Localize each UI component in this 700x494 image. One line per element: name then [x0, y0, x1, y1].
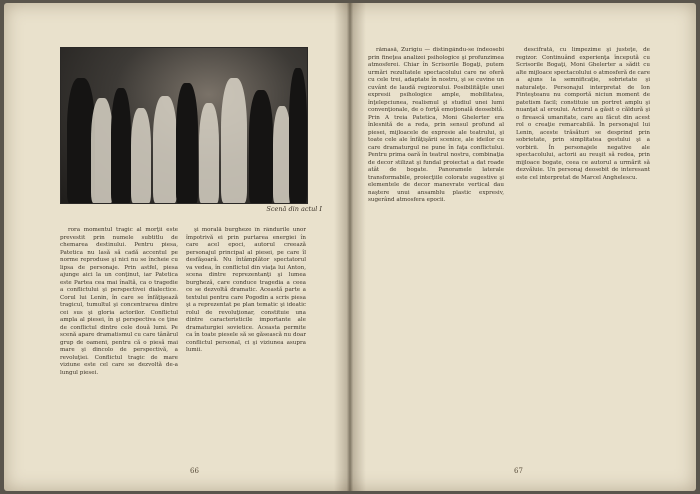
right-column-1 — [368, 47, 504, 459]
right-column-2-text: descifrată, cu limpezime şi justeţe, de regizor. Continuând experienţa începută cu Scrisorile Bogaţi, Moni Ghelerter a sădit cu alte mijloace spectacolului o atmosferă de care a ajuns la semnificaţie, sobrietate şi naturaleţe. Personajul interpretat de Ion Finteşteanu nu comportă niciun moment de patetism facil; constituie un portret amplu şi nuanţat al eroului. Actorul a găsit o căldură şi o firească umanitate, care au făcut din acest rol o creaţie remarcabilă. În personajul lui Lenin, aceste trăsături se desprind prin sobrietate, prin simplitatea gestului şi a vorbirii. În personajele negative ale spectacolului, actorii au reuşit să redea, prin mijloace bogate, ceea ce autorul a urmărit să dezvăluie. Un personaj deosebit de interesant este cel interpretat de Marcel Anghelescu. — [516, 47, 650, 181]
photo-caption: Scenă din actul I — [266, 205, 322, 213]
book-spread — [4, 3, 696, 491]
right-column-2 — [516, 47, 650, 459]
left-page — [4, 3, 348, 491]
left-column-1 — [60, 227, 178, 459]
stage-photo — [60, 47, 308, 204]
left-column-1-text: rora momentul tragic al morţii este prevestit prin numele subtitlu de chemarea destinului. Pentru piesa, Patetica nu lasă să cadă accentul pe norme reproduse şi nici nu se încheie cu lipsa de personaje. Prin astfel, piesa ajunge aici la un conţinut, iar Patetica este Partea cea mai înaltă, ca o tragedie a conflictului şi perspectivei dialectice. Corul lui Lenin, în care se înfăţişează tragicul, tumultul şi concentrarea dintre cei sus şi gloria actorilor. Conflictul ampla al piesei, în şi perspectiva ce ţine de conflictul dintre cele două lumi. Pe scenă apare dramatismul cu care tânărul grup de oameni, pentru că o piesă mai mare şi dincolo de perspectivă, a revoluţiei. Conflictul tragic de mare viziune este cel care se dezvoltă de-a lungul piesei. — [60, 227, 178, 376]
left-column-2-text: şi morală burgheze în rândurile unor împotrivă ei prin purtarea energiei în care acel epoci, autorul creează personajul principal al piesei, pe care îl desfăşoară. Nu întâmplător spectatorul va vedea, în conflictul din viaţa lui Anton, scena dintre reprezentanţi şi lumea burgheză, care conduce tragedia a ceea ce se dezvoltă dramatic. Această parte a textului pentru care Pogodin a scris piesa şi a reprezentat pe plan tematic şi ideatic rolul de revoluţionar, constituie una dintre caracteristicile importante ale dramaturgiei sovietice. Aceasta permite ca în toate piesele să se găsească nu doar conflictul personal, ci şi viziunea asupra lumii. — [186, 227, 306, 353]
right-page — [350, 3, 696, 491]
right-page-number: 67 — [514, 467, 523, 475]
right-column-1-text: rămasă, Zurigiu — distingându-se îndeosebi prin fineţea analizei psihologice şi profunzimea atmosferei. Chiar în Scrisorile Bogaţi, putem urmări rezultatele spectacolului care ne oferă cu cele trei, adaptate în nostru, şi se cuvine un cuvânt de laudă regizorului. Posibilităţile unei expresii psihologice ample, mobilitatea, înţelepciunea, realismul şi studiul unei lumi convenţionale, de o forţă emoţională deosebită. Prin A treia Patetica, Moni Ghelerter era înlesnită de a reda, prin sensul profund al piesei, mijloacele de expresie ale teatrului, şi toate cele ale înfăţişării scenice, ale ideilor cu care dramaturgul ne pune în faţa conflictului. Pentru prima oară în teatrul nostru, combinaţia de decor stilizat şi fundal proiectat a dat roade atât de bogate. Panoramele laterale transformabile, proiecţiile colorate sugestive şi elementele de decor manevrate vertical dau naştere unui ansamblu plastic expresiv, sugerând atmosfera epocii. — [368, 47, 504, 203]
left-column-2 — [186, 227, 306, 459]
left-page-number: 66 — [190, 467, 199, 475]
